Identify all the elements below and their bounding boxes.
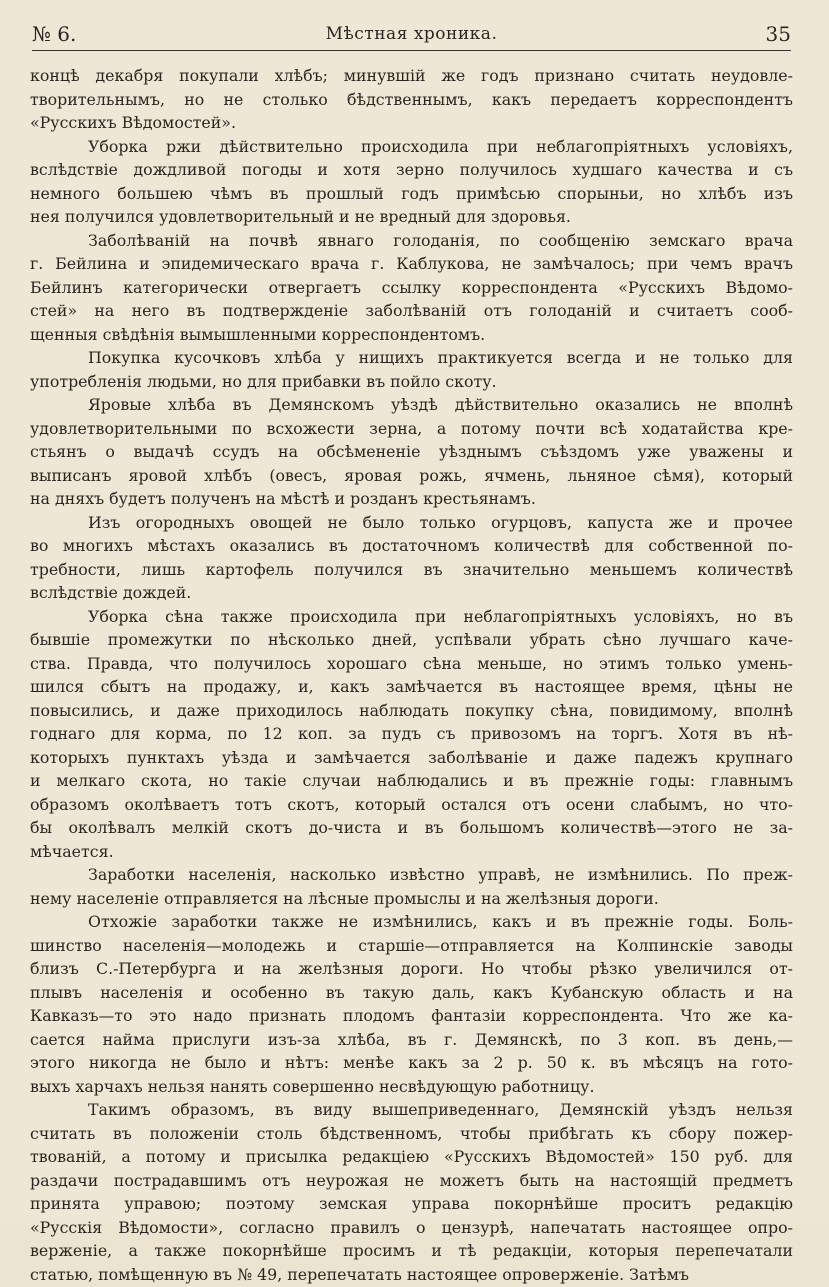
text-line: немного большею чѣмъ въ прошлый годъ примѣсью спорыньи, но хлѣбъ изъ xyxy=(30,183,793,203)
text-line: стей» на него въ подтвержденіе заболѣваній отъ голоданій и считаетъ сооб- xyxy=(30,301,793,320)
text-line: шился сбытъ на продажу, и, какъ замѣчается въ настоящее время, цѣны не xyxy=(30,677,793,696)
text-line: Покупка кусочковъ хлѣба у нищихъ практикуется всегда и не только для xyxy=(88,348,793,367)
text-line: Уборка ржи дѣйствительно происходила при неблагопріятныхъ условіяхъ, xyxy=(88,136,793,156)
text-line: ства. Правда, что получилось хорошаго сѣна меньше, но этимъ только умень- xyxy=(30,653,793,673)
text-line: сается найма прислуги изъ-за хлѣба, въ г. Демянскѣ, по 3 коп. въ день,— xyxy=(30,1029,793,1049)
text-line: «Русскія Вѣдомости», согласно правилъ о цензурѣ, напечатать настоящее опро- xyxy=(30,1217,793,1237)
text-line: считать въ положеніи столь бѣдственномъ, чтобы прибѣгать къ сбору пожер- xyxy=(30,1123,793,1143)
text-line: годнаго для корма, по 12 коп. за пудъ съ привозомъ на торгъ. Хотя въ нѣ- xyxy=(30,724,793,743)
page-number: 35 xyxy=(765,22,791,46)
text-line: выписанъ яровой хлѣбъ (овесъ, яровая рожь, ячмень, льняное сѣмя), который xyxy=(30,465,793,485)
text-line: Такимъ образомъ, въ виду вышеприведеннаго, Демянскій уѣздъ нельзя xyxy=(88,1100,793,1119)
text-line: мѣчается. xyxy=(30,841,114,861)
text-line: Уборка сѣна также происходила при неблагопріятныхъ условіяхъ, но въ xyxy=(88,606,793,626)
text-line: повысились, и даже приходилось наблюдать покупку сѣна, повидимому, вполнѣ xyxy=(30,700,793,720)
text-line: нему населеніе отправляется на лѣсные промыслы и на желѣзныя дороги. xyxy=(30,888,659,908)
text-line: требности, лишь картофель получился въ значительно меньшемъ количествѣ xyxy=(30,559,793,579)
text-line: на дняхъ будетъ полученъ на мѣстѣ и розданъ крестьянамъ. xyxy=(30,489,536,508)
text-line: этого никогда не было и нѣтъ: менѣе какъ за 2 р. 50 к. въ мѣсяцъ на гото- xyxy=(30,1053,793,1072)
text-line: нея получился удовлетворительный и не вредный для здоровья. xyxy=(30,207,571,226)
text-line: вслѣдствіе дождей. xyxy=(30,583,192,602)
text-line: Бейлинъ категорически отвергаетъ ссылку корреспондента «Русскихъ Вѣдомо- xyxy=(30,277,793,297)
text-line: стьянъ о выдачѣ ссудъ на обсѣмененіе уѣзднымъ съѣздомъ уже уважены и xyxy=(30,442,793,461)
text-line: близъ С.-Петербурга и на желѣзныя дороги. Но чтобы рѣзко увеличился от- xyxy=(30,959,793,978)
text-line: «Русскихъ Вѣдомостей». xyxy=(30,113,236,132)
text-line: Заболѣваній на почвѣ явнаго голоданія, по сообщенію земскаго врача xyxy=(88,230,793,250)
text-line: творительнымъ, но не столько бѣдственнымъ, какъ передаетъ корреспондентъ xyxy=(30,89,793,109)
text-line: и мелкаго скота, но такіе случаи наблюдались и въ прежніе годы: главнымъ xyxy=(30,771,793,790)
text-line: удовлетворительными по всхожести зерна, а потому почти всѣ ходатайства кре- xyxy=(30,418,793,438)
text-line: шинство населенія—молодежь и старшіе—отправляется на Колпинскіе заводы xyxy=(30,935,793,955)
text-line: выхъ харчахъ нельзя нанять совершенно несвѣдующую работницу. xyxy=(30,1076,595,1096)
text-line: статью, помѣщенную въ № 49, перепечатать настоящее опроверженіе. Затѣмъ xyxy=(30,1264,689,1284)
article-body xyxy=(30,64,793,1286)
text-line: бывшіе промежутки по нѣсколько дней, успѣвали убрать сѣно лучшаго каче- xyxy=(30,630,793,649)
text-line: которыхъ пунктахъ уѣзда и замѣчается заболѣваніе и даже падежъ крупнаго xyxy=(30,747,793,767)
page-header xyxy=(32,16,791,51)
text-line: Яровые хлѣба въ Демянскомъ уѣздѣ дѣйствительно оказались не вполнѣ xyxy=(88,395,793,414)
text-line: Кавказъ—то это надо признать плодомъ фантазіи корреспондента. Что же ка- xyxy=(30,1006,793,1025)
text-line: во многихъ мѣстахъ оказались въ достаточномъ количествѣ для собственной по- xyxy=(30,536,793,555)
text-line: щенныя свѣдѣнія вымышленными корреспондентомъ. xyxy=(30,324,486,344)
text-line: Изъ огородныхъ овощей не было только огурцовъ, капуста же и прочее xyxy=(88,512,793,532)
text-line: вслѣдствіе дождливой погоды и хотя зерно получилось худшаго качества и съ xyxy=(30,160,793,179)
text-line: образомъ околѣваетъ тотъ скотъ, который остался отъ осени слабымъ, но что- xyxy=(30,794,793,814)
text-line: употребленія людьми, но для прибавки въ пойло скоту. xyxy=(30,371,497,391)
issue-number: № 6. xyxy=(32,22,77,46)
text-line: Заработки населенія, насколько извѣстно управѣ, не измѣнились. По преж- xyxy=(88,865,793,884)
text-line: раздачи пострадавшимъ отъ неурожая не можетъ быть на настоящій предметъ xyxy=(30,1170,793,1190)
text-line: Отхожіе заработки также не измѣнились, какъ и въ прежніе годы. Боль- xyxy=(88,912,793,931)
text-line: твованій, а потому и присылка редакціею «Русскихъ Вѣдомостей» 150 руб. для xyxy=(30,1147,793,1166)
text-line: верженіе, а также покорнѣйше просимъ и тѣ редакціи, которыя перепечатали xyxy=(30,1241,793,1260)
text-line: бы околѣвалъ мелкій скотъ до-чиста и въ большомъ количествѣ—этого не за- xyxy=(30,818,793,837)
text-line: г. Бейлина и эпидемическаго врача г. Каблукова, не замѣчалось; при чемъ врачъ xyxy=(30,254,793,273)
text-line: принята управою; поэтому земская управа покорнѣйше проситъ редакцію xyxy=(30,1194,793,1213)
running-head: Мѣстная хроника. xyxy=(325,24,498,44)
text-line: концѣ декабря покупали хлѣбъ; минувшій же годъ признано считать неудовле- xyxy=(30,66,793,85)
text-line: плывъ населенія и особенно въ такую даль, какъ Кубанскую область и на xyxy=(30,982,793,1002)
